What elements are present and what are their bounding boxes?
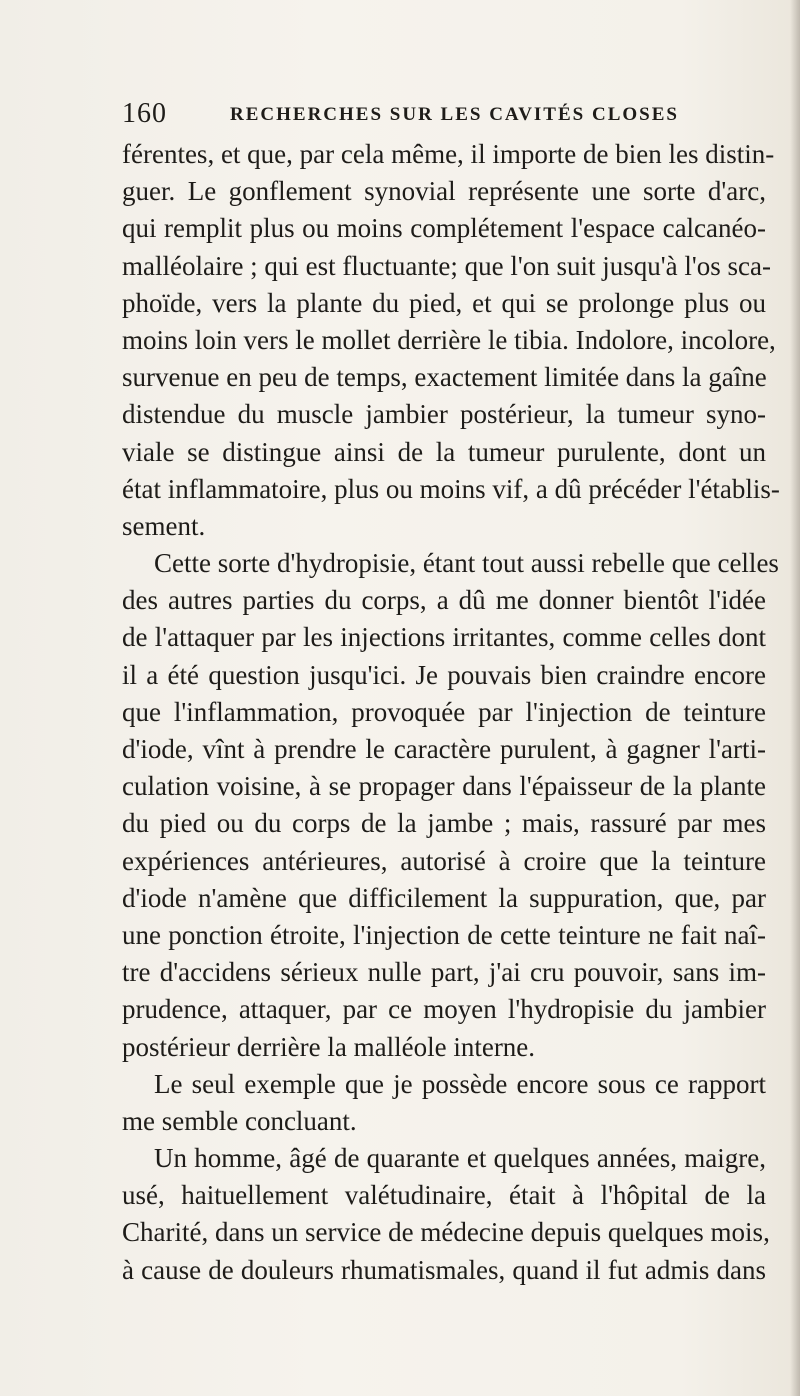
text-line: sement. — [122, 510, 206, 541]
text-line: distendue du muscle jambier postérieur, la tumeur syno- — [122, 399, 766, 430]
text-line: malléolaire ; qui est fluctuante; que l'on suit jusqu'à l'os sca- — [122, 250, 771, 281]
text-line: culation voisine, à se propager dans l'épaisseur de la plante — [122, 771, 766, 802]
text-line: viale se distingue ainsi de la tumeur purulente, dont un — [122, 436, 766, 467]
text-line: Le seul exemple que je possède encore sous ce rapport — [154, 1068, 766, 1099]
text-line: prudence, attaquer, par ce moyen l'hydropisie du jambier — [122, 994, 766, 1025]
text-line: à cause de douleurs rhumatismales, quand il fut admis dans — [122, 1254, 766, 1285]
page-edge-shadow — [790, 0, 800, 1396]
page-header — [122, 98, 682, 132]
text-line: une ponction étroite, l'injection de cette teinture ne fait naî- — [122, 919, 766, 950]
page-number: 160 — [122, 98, 167, 129]
text-line: il a été question jusqu'ici. Je pouvais bien craindre encore — [122, 659, 766, 690]
body-text — [122, 136, 780, 1289]
text-line: Charité, dans un service de médecine depuis quelques mois, — [122, 1217, 770, 1248]
text-line: usé, haituellement valétudinaire, était à l'hôpital de la — [122, 1180, 766, 1211]
text-line: férentes, et que, par cela même, il importe de bien les distin- — [122, 139, 775, 169]
text-line: du pied ou du corps de la jambe ; mais, rassuré par mes — [122, 808, 766, 839]
text-line: Un homme, âgé de quarante et quelques années, maigre, — [154, 1143, 766, 1174]
text-line: phoïde, vers la plante du pied, et qui se prolonge plus ou — [122, 287, 766, 318]
text-line: que l'inflammation, provoquée par l'injection de teinture — [122, 696, 766, 727]
text-line: moins loin vers le mollet derrière le tibia. Indolore, incolore, — [122, 324, 776, 355]
text-line: survenue en peu de temps, exactement limitée dans la gaîne — [122, 362, 767, 393]
running-head: RECHERCHES SUR LES CAVITÉS CLOSES — [230, 104, 679, 125]
text-line: d'iode n'amène que difficilement la suppuration, que, par — [122, 882, 766, 913]
text-line: tre d'accidens sérieux nulle part, j'ai cru pouvoir, sans im- — [122, 957, 766, 988]
text-line: de l'attaquer par les injections irritantes, comme celles dont — [122, 622, 766, 653]
text-line: d'iode, vînt à prendre le caractère purulent, à gagner l'arti- — [122, 734, 766, 764]
text-line: expériences antérieures, autorisé à croire que la teinture — [122, 845, 766, 876]
text-line: Cette sorte d'hydropisie, étant tout aussi rebelle que celles — [154, 548, 779, 579]
text-line: qui remplit plus ou moins complétement l'espace calcanéo- — [122, 213, 766, 244]
text-line: état inflammatoire, plus ou moins vif, a dû précéder l'établis- — [122, 473, 780, 504]
text-line: me semble concluant. — [122, 1105, 357, 1136]
text-line: postérieur derrière la malléole interne. — [122, 1031, 536, 1062]
text-line: guer. Le gonflement synovial représente une sorte d'arc, — [122, 176, 766, 207]
text-line: des autres parties du corps, a dû me donner bientôt l'idée — [122, 585, 766, 616]
